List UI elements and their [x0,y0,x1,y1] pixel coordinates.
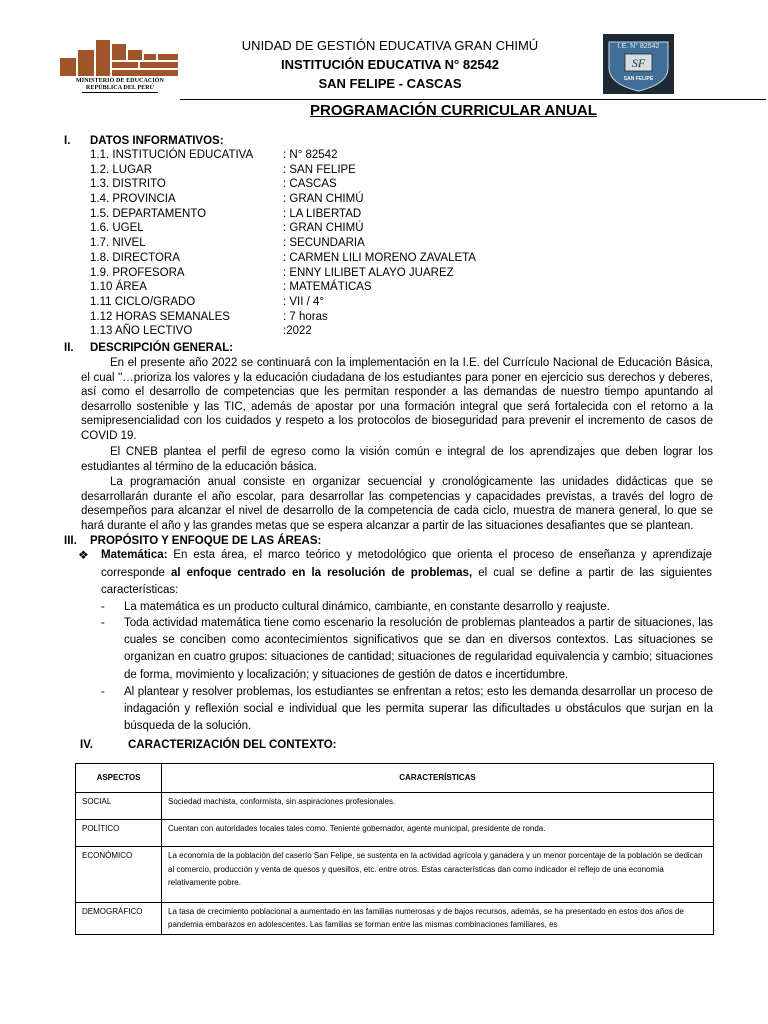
context-table [75,763,714,935]
descripcion-paragraph-3: La programación anual consiste en organizar secuencial y cronológicamente las unidades didácticas que se desarrollarán durante el año escolar, para desarrollar las competencias y capacidades previstas, a través del logro de desempeños para alcanzar el nivel de desarrollo de la competencia de cada ciclo, muestra de manera general, lo que se hará durante el año y las grandes metas que se espera alcanzar a partir de las situaciones desafiantes que se plantean. [81,476,713,532]
header-caracteristicas: CARACTERÍSTICAS [162,764,714,793]
svg-text:I.E. N° 82542: I.E. N° 82542 [617,43,660,50]
section-1-heading: I. DATOS INFORMATIVOS: [64,135,224,147]
svg-text:SF: SF [631,56,646,70]
page-title: PROGRAMACIÓN CURRICULAR ANUAL [310,102,597,119]
area-matematica: ❖ Matemática: En esta área, el marco teórico y metodológico que orienta el proceso de enseñanza y aprendizaje corresponde al enfoque centrado en la resolución de problemas, el cual se define a partir de las siguientes características: [78,548,713,596]
area-name: Matemática: [101,549,168,561]
list-item: - Toda actividad matemática tiene como escenario la resolución de problemas planteados a partir de situaciones, las cuales se conciben como acontecimientos significativos que se dan en diversos contextos. Las situaciones se organizan en cuatro grupos: situaciones de cantidad; situaciones de regularidad equivalencia y cambio; situaciones de forma, movimiento y localización; y situaciones de gestión de datos e incertidumbre. [101,617,713,681]
minedu-caption: MINISTERIO DE EDUCACIÓN REPÚBLICA DEL PERÚ [76,78,164,91]
descripcion-paragraph-1: En el presente año 2022 se continuará con la implementación en la I.E. del Currículo Nacional de Educación Básica, el cual "…prioriza los valores y la educación ciudadana de los estudiantes para poner en ejercicio sus derechos y deberes, así como el desarrollo de competencias que les permitan responder a las demandas de nuestro tiempo apuntando al desarrollo sostenible y las TIC, además de apostar por una formación integral que será fortalecida con el retorno a la semipresencialidad con los cuidados y respeto a los protocolos de bioseguridad para prevenir el incremento de casos de COVID 19. [81,357,713,442]
table-row: POLÍTICO Cuentan con autoridades locales tales como. Teniente gobernador, agente municipal, presidente de ronda. [76,820,714,847]
section-2-heading: II. DESCRIPCIÓN GENERAL: [64,342,234,354]
header-aspectos: ASPECTOS [76,764,162,793]
descripcion-paragraph-2: El CNEB plantea el perfil de egreso como la visión común e integral de los aprendizajes que deben lograr los estudiantes al término de la educación básica. [81,446,713,473]
table-header-row [76,764,714,793]
section-4-heading: IV. CARACTERIZACIÓN DEL CONTEXTO: [80,739,337,751]
ugel-name: UNIDAD DE GESTIÓN EDUCATIVA GRAN CHIMÚ [241,38,539,53]
list-item: - Al plantear y resolver problemas, los estudiantes se enfrentan a retos; esto les demanda desarrollar un proceso de indagación y reflexión social e individual que les permita superar las dificultades u obstáculos que surjan en la búsqueda de la solución. [101,686,713,733]
school-logo [603,34,674,94]
table-row: ECONÓMICO La economía de la población del caserío San Felipe, se sustenta en la actividad agrícola y ganadera y un menor porcentaje de la población se dedican al comercio, producción y venta de quesos y quesillos, etc. entre otros. Estas características dan como indicador el reflejo de una economía relativamente pobre. [76,847,714,903]
document-header [0,0,768,119]
svg-text:SAN FELIPE: SAN FELIPE [623,76,654,82]
area-emphasis: al enfoque centrado en la resolución de problemas, [170,566,473,579]
school-badge-icon [603,34,674,94]
minedu-bars-icon [58,36,182,78]
school-location: SAN FELIPE - CASCAS [318,76,462,91]
section-3-heading: III. PROPÓSITO Y ENFOQUE DE LAS ÁREAS: [64,535,322,547]
table-row: DEMOGRÁFICO La tasa de crecimiento poblacional a aumentado en las familias numerosas y de bajos recursos, además, se ha presentado en estos dos años de pandemia embarazos en adolescentes. Las familias se forman entre las mismas combinaciones familiares, es [76,902,714,934]
header-text [190,36,590,93]
header-divider [180,99,766,100]
diamond-bullet-icon: ❖ [78,548,89,562]
school-name: INSTITUCIÓN EDUCATIVA N° 82542 [280,57,500,72]
table-row: SOCIAL Sociedad machista, conformista, sin aspiraciones profesionales. [76,793,714,820]
minedu-logo [58,36,182,96]
list-item: - La matemática es un producto cultural dinámico, cambiante, en constante desarrollo y reajuste. [101,601,610,613]
